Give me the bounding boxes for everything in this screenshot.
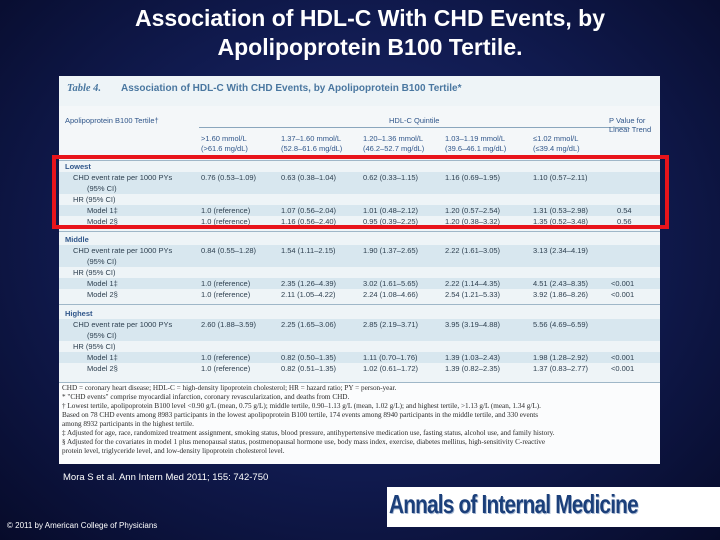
table-caption xyxy=(59,76,660,104)
footnote: † Lowest tertile, apolipoprotein B100 level <0.90 g/L (mean, 0.75 g/L); middle tertile, 0.90–1.13 g/L (mean, 1.02 g/L); and highest tertile, >1.13 g/L (mean, 1.34 g/L). xyxy=(62,402,541,410)
table-row: CHD event rate per 1000 PYs 0.76 (0.53–1.09) 0.63 (0.38–1.04) 0.62 (0.33–1.15) 1.16 (0.69–1.95) 1.10 (0.57–2.11) xyxy=(59,172,660,183)
table-row: HR (95% CI) xyxy=(73,195,116,204)
table-row: (95% CI) xyxy=(59,330,660,341)
citation: Mora S et al. Ann Intern Med 2011; 155: 742-750 xyxy=(63,472,269,483)
table-row: Model 2§ 1.0 (reference) 2.11 (1.05–4.22) 2.24 (1.08–4.66) 2.54 (1.21–5.33) 3.92 (1.86–8.26) <0.001 xyxy=(87,290,635,299)
footnote: ‡ Adjusted for age, race, randomized treatment assignment, smoking status, blood pressure, antihypertensive medication use, fasting status, alcohol use, and family history. xyxy=(62,429,555,437)
footnote: § Adjusted for the covariates in model 1 plus menopausal status, postmenopausal hormone use, body mass index, exercise, diabetes mellitus, high-sensitivity C-reactive xyxy=(62,438,546,446)
section-label-middle: Middle xyxy=(65,235,89,244)
table-row: Model 2§ 1.0 (reference) 0.82 (0.51–1.35) 1.02 (0.61–1.72) 1.39 (0.82–2.35) 1.37 (0.83–2.77) <0.001 xyxy=(87,364,635,373)
column-header: ≤1.02 mmol/L (≤39.4 mg/dL) xyxy=(533,134,580,153)
section-rule xyxy=(59,304,660,305)
header-rule xyxy=(199,127,629,128)
highlight-box xyxy=(52,155,669,229)
table-row xyxy=(59,234,660,245)
table-title: Association of HDL-C With CHD Events, by Apolipoprotein B100 Tertile* xyxy=(121,83,462,94)
table-label: Table 4. xyxy=(67,83,102,94)
column-header: 1.37–1.60 mmol/L (52.8–61.6 mg/dL) xyxy=(281,134,343,153)
table-footnotes xyxy=(59,382,660,464)
table-row: CHD event rate per 1000 PYs 2.60 (1.88–3.59) 2.25 (1.65–3.06) 2.85 (2.19–3.71) 3.95 (3.19–4.88) 5.56 (4.69–6.59) xyxy=(59,319,660,330)
table-row: (95% CI) xyxy=(59,183,660,194)
slide-title-line-2: Apolipoprotein B100 Tertile. xyxy=(217,34,523,60)
journal-logo xyxy=(387,487,720,527)
table-row: (95% CI) xyxy=(59,256,660,267)
slide-title-line-1: Association of HDL-C With CHD Events, by xyxy=(134,5,606,31)
section-rule xyxy=(59,231,660,232)
footnote: * "CHD events" comprise myocardial infarction, coronary revascularization, and deaths from CHD. xyxy=(62,393,350,401)
table-row xyxy=(59,308,660,319)
table-row: Model 1‡ 1.0 (reference) 1.07 (0.56–2.04) 1.01 (0.48–2.12) 1.20 (0.57–2.54) 1.31 (0.53–2.98) 0.54 xyxy=(59,205,660,216)
footnote: protein level, triglyceride level, and low-density lipoprotein cholesterol level. xyxy=(62,447,285,455)
section-label-highest: Highest xyxy=(65,309,93,318)
footnote: Based on 78 CHD events among 8983 participants in the lowest apolipoprotein B100 tertile, 174 events among 8940 participants in the middle tertile, and 330 events xyxy=(62,411,539,419)
column-header: 1.20–1.36 mmol/L (46.2–52.7 mg/dL) xyxy=(363,134,425,153)
copyright: © 2011 by American College of Physicians xyxy=(7,521,158,530)
footnote: CHD = coronary heart disease; HDL-C = high-density lipoprotein cholesterol; HR = hazard ratio; PY = person-year. xyxy=(62,384,397,392)
footnote: among 8932 participants in the highest tertile. xyxy=(62,420,194,428)
slide-title xyxy=(40,4,700,62)
row-header-label: Apolipoprotein B100 Tertile† xyxy=(65,116,159,125)
table-row: Model 1‡ 1.0 (reference) 0.82 (0.50–1.35) 1.11 (0.70–1.76) 1.39 (1.03–2.43) 1.98 (1.28–2.92) <0.001 xyxy=(59,352,660,363)
table-row: Model 1‡ 1.0 (reference) 2.35 (1.26–4.39) 3.02 (1.61–5.65) 2.22 (1.14–4.35) 4.51 (2.43–8.35) <0.001 xyxy=(59,278,660,289)
column-header: 1.03–1.19 mmol/L (39.6–46.1 mg/dL) xyxy=(445,134,507,153)
section-label-lowest: Lowest xyxy=(65,162,91,171)
pvalue-header-1: P Value for xyxy=(609,116,646,125)
quintile-header: HDL-C Quintile xyxy=(389,116,440,125)
table-row: Model 2§ 1.0 (reference) 1.16 (0.56–2.40) 0.95 (0.39–2.25) 1.20 (0.38–3.32) 1.35 (0.52–3.48) 0.56 xyxy=(87,217,632,226)
table-row: HR (95% CI) xyxy=(73,342,116,351)
column-header: >1.60 mmol/L (>61.6 mg/dL) xyxy=(201,134,248,153)
journal-logo-text: Annals of Internal Medicine xyxy=(389,489,638,519)
pvalue-header-2: Linear Trend xyxy=(609,125,652,134)
table-row: CHD event rate per 1000 PYs 0.84 (0.55–1.28) 1.54 (1.11–2.15) 1.90 (1.37–2.65) 2.22 (1.61–3.05) 3.13 (2.34–4.19) xyxy=(59,245,660,256)
table-image xyxy=(59,76,660,464)
table-row: HR (95% CI) xyxy=(73,268,116,277)
